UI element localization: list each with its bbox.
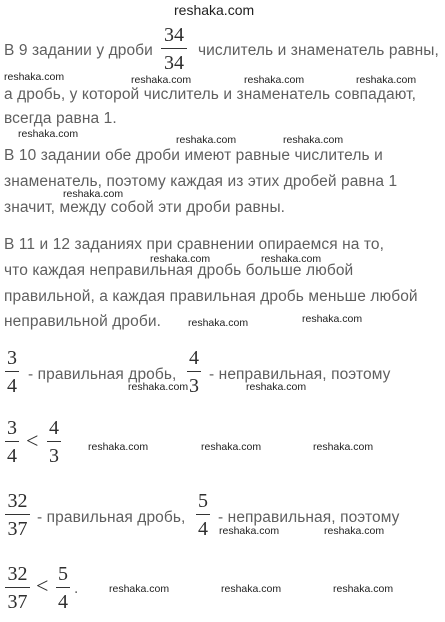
fraction-denominator: 37 [7, 591, 28, 613]
watermark: reshaka.com [63, 188, 124, 200]
fraction-32-37 [5, 564, 30, 612]
fraction-numerator: 3 [7, 347, 17, 369]
less-than-sign: < [36, 573, 49, 598]
fraction-32-37 [5, 491, 30, 539]
final-period: . [74, 580, 79, 597]
watermark: reshaka.com [221, 583, 282, 595]
watermark: reshaka.com [302, 313, 363, 325]
fraction-bar [187, 371, 201, 372]
p1-line2: а дробь, у которой числитель и знаменатель совпадают, [4, 86, 417, 103]
fraction-5-4 [56, 564, 70, 612]
math-line3-mid: - правильная дробь, [37, 509, 186, 526]
p2-line1: В 10 задании обе дроби имеют равные числитель и [4, 147, 383, 164]
watermark-site: reshaka.com [174, 2, 255, 18]
fraction-bar [47, 441, 61, 442]
fraction-numerator: 3 [7, 417, 17, 439]
p3-line3: правильной, а каждая правильная дробь меньше любой [4, 288, 418, 305]
watermark: reshaka.com [109, 583, 170, 595]
fraction-denominator: 34 [164, 52, 184, 74]
watermark: reshaka.com [333, 583, 394, 595]
math-line1-mid: - правильная дробь, [28, 366, 177, 383]
fraction-denominator: 37 [7, 518, 28, 540]
fraction-bar [5, 587, 30, 588]
fraction-4-3 [47, 418, 61, 466]
watermark: reshaka.com [219, 525, 280, 537]
fraction-denominator: 4 [198, 518, 208, 540]
fraction-denominator: 3 [49, 445, 59, 467]
math-line1-end: - неправильная, поэтому [209, 366, 391, 383]
watermark: reshaka.com [261, 253, 322, 265]
fraction-bar [5, 514, 30, 515]
fraction-denominator: 4 [58, 591, 68, 613]
fraction-denominator: 4 [7, 445, 17, 467]
watermark: reshaka.com [283, 134, 344, 146]
watermark: reshaka.com [244, 74, 305, 86]
watermark: reshaka.com [128, 381, 189, 393]
p3-line4: неправильной дроби. [4, 313, 161, 330]
watermark: reshaka.com [313, 441, 374, 453]
fraction-bar [5, 441, 19, 442]
fraction-numerator: 4 [189, 347, 199, 369]
p3-line1: В 11 и 12 заданиях при сравнении опираемся на то, [4, 236, 385, 253]
fraction-bar [5, 371, 19, 372]
fraction-numerator: 4 [49, 417, 59, 439]
watermark: reshaka.com [188, 317, 249, 329]
fraction-denominator: 3 [189, 375, 199, 397]
watermark: reshaka.com [4, 71, 65, 83]
fraction-3-4 [5, 418, 19, 466]
p1-line3: всегда равна 1. [4, 110, 117, 127]
fraction-denominator: 4 [7, 375, 17, 397]
p1-line1-after: числитель и знаменатель равны, [198, 42, 439, 59]
watermark: reshaka.com [88, 441, 149, 453]
fraction-numerator: 32 [7, 563, 28, 585]
fraction-numerator: 34 [164, 24, 184, 46]
p2-line3: значит, между собой эти дроби равны. [4, 199, 286, 216]
fraction-numerator: 5 [198, 490, 208, 512]
watermark: reshaka.com [201, 441, 262, 453]
math-line3-end: - неправильная, поэтому [218, 509, 400, 526]
fraction-numerator: 5 [58, 563, 68, 585]
watermark: reshaka.com [356, 74, 417, 86]
fraction-5-4 [196, 491, 210, 539]
fraction-3-4 [5, 348, 19, 396]
fraction-bar [161, 48, 187, 49]
p2-line2: знаменатель, поэтому каждая из этих дробей равна 1 [4, 173, 398, 190]
fraction-bar [196, 514, 210, 515]
less-than-sign: < [26, 428, 39, 453]
watermark: reshaka.com [18, 128, 79, 140]
fraction-bar [56, 587, 70, 588]
p3-line2: что каждая неправильная дробь больше любой [4, 262, 354, 279]
watermark: reshaka.com [324, 525, 385, 537]
fraction-numerator: 32 [7, 490, 28, 512]
watermark: reshaka.com [150, 253, 211, 265]
fraction-34-34 [161, 25, 187, 73]
watermark: reshaka.com [176, 134, 237, 146]
p1-line1-before: В 9 задании у дроби [4, 42, 153, 59]
fraction-4-3 [187, 348, 201, 396]
watermark: reshaka.com [246, 381, 307, 393]
watermark: reshaka.com [131, 74, 192, 86]
